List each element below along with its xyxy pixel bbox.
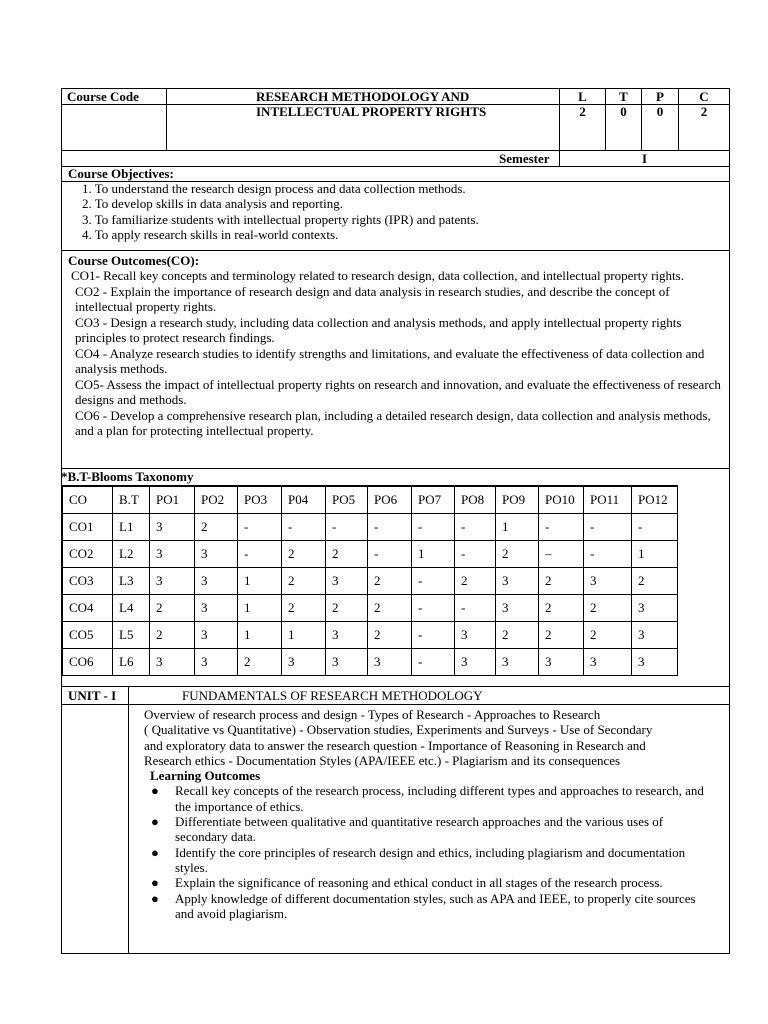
matrix-cell: 2 <box>539 594 584 621</box>
bullet-icon: ● <box>151 814 159 830</box>
matrix-cell: - <box>412 567 455 594</box>
matrix-cell: 3 <box>368 648 412 675</box>
matrix-cell: 2 <box>282 594 326 621</box>
matrix-cell: 2 <box>584 594 632 621</box>
matrix-cell: 3 <box>496 648 539 675</box>
matrix-cell: 2 <box>195 513 238 540</box>
course-title-line2: INTELLECTUAL PROPERTY RIGHTS <box>256 104 487 119</box>
objective-item: 1. To understand the research design process and data collection methods. <box>82 181 466 196</box>
co-po-matrix <box>62 485 678 676</box>
unit-overview-line: ( Qualitative vs Quantitative) - Observation studies, Experiments and Surveys - Use of Secondary <box>144 722 653 738</box>
matrix-cell: L6 <box>113 648 150 675</box>
matrix-header-cell: PO5 <box>326 486 368 513</box>
matrix-cell: - <box>368 540 412 567</box>
learning-outcome-text: Identify the core principles of research design and ethics, including plagiarism and documentation styles. <box>175 844 686 875</box>
ltpc-label-p: P <box>656 89 664 104</box>
matrix-header-cell: PO8 <box>455 486 496 513</box>
matrix-header-cell: PO2 <box>195 486 238 513</box>
matrix-header-cell: PO12 <box>632 486 678 513</box>
matrix-cell: 3 <box>195 540 238 567</box>
semester-value: I <box>641 151 648 166</box>
matrix-cell: 2 <box>326 594 368 621</box>
matrix-cell: 3 <box>195 567 238 594</box>
matrix-cell: 2 <box>368 594 412 621</box>
objectives-heading: Course Objectives: <box>68 166 174 181</box>
matrix-cell: 3 <box>584 648 632 675</box>
matrix-cell: L2 <box>113 540 150 567</box>
matrix-cell: 3 <box>584 567 632 594</box>
matrix-cell: L1 <box>113 513 150 540</box>
matrix-cell: - <box>238 540 282 567</box>
matrix-cell: 1 <box>238 621 282 648</box>
matrix-cell: 3 <box>632 621 678 648</box>
matrix-cell: L5 <box>113 621 150 648</box>
matrix-cell: 3 <box>282 648 326 675</box>
matrix-cell: CO3 <box>63 567 113 594</box>
matrix-cell: 1 <box>238 594 282 621</box>
matrix-row <box>63 594 678 621</box>
learning-outcome-item <box>144 783 714 814</box>
learning-outcome-text: Differentiate between qualitative and quantitative research approaches and the various uses of secondary data. <box>175 814 664 845</box>
matrix-cell: 2 <box>539 621 584 648</box>
matrix-cell: - <box>455 540 496 567</box>
matrix-header-cell: PO3 <box>238 486 282 513</box>
outcome-item: CO1- Recall key concepts and terminology related to research design, data collection, and intellectual property rights. <box>71 268 684 283</box>
matrix-header-cell: PO11 <box>584 486 632 513</box>
matrix-cell: 2 <box>326 540 368 567</box>
matrix-cell: 2 <box>496 621 539 648</box>
unit-header-line <box>61 704 730 705</box>
outcome-item: CO4 - Analyze research studies to identify strengths and limitations, and evaluate the effectiveness of data collection and analysis methods. <box>75 345 705 376</box>
matrix-cell: - <box>412 594 455 621</box>
matrix-cell: 2 <box>455 567 496 594</box>
matrix-cell: 3 <box>195 621 238 648</box>
matrix-header-cell: CO <box>63 486 113 513</box>
matrix-cell: - <box>282 513 326 540</box>
matrix-cell: - <box>412 648 455 675</box>
learning-outcome-text: Explain the significance of reasoning and ethical conduct in all stages of the research process. <box>175 875 663 891</box>
semester-label: Semester <box>499 151 550 166</box>
matrix-cell: – <box>539 540 584 567</box>
matrix-cell: CO5 <box>63 621 113 648</box>
matrix-header-cell: P04 <box>282 486 326 513</box>
matrix-cell: - <box>539 513 584 540</box>
matrix-cell: 3 <box>632 594 678 621</box>
matrix-cell: 3 <box>455 621 496 648</box>
matrix-cell: 2 <box>238 648 282 675</box>
matrix-cell: 2 <box>282 540 326 567</box>
matrix-cell: CO4 <box>63 594 113 621</box>
matrix-cell: 2 <box>368 567 412 594</box>
matrix-cell: 2 <box>282 567 326 594</box>
learning-outcome-item <box>144 845 714 876</box>
objective-item: 2. To develop skills in data analysis and reporting. <box>82 196 343 212</box>
learning-outcomes-list <box>144 783 714 921</box>
course-title-line1: RESEARCH METHODOLOGY AND <box>256 89 470 104</box>
matrix-cell: L3 <box>113 567 150 594</box>
unit-overview-line: Research ethics - Documentation Styles (APA/IEEE etc.) - Plagiarism and its consequences <box>144 752 621 768</box>
matrix-row <box>63 648 678 675</box>
matrix-cell: 1 <box>238 567 282 594</box>
matrix-cell: 2 <box>150 621 195 648</box>
course-code-label: Course Code <box>67 89 139 104</box>
matrix-cell: 3 <box>150 540 195 567</box>
matrix-cell: 3 <box>150 648 195 675</box>
unit-title: FUNDAMENTALS OF RESEARCH METHODOLOGY <box>182 688 483 703</box>
learning-outcomes-heading: Learning Outcomes <box>150 768 261 784</box>
outcome-item: CO2 - Explain the importance of research design and data analysis in research studies, and describe the concept of intellectual property rights. <box>75 283 670 314</box>
matrix-row <box>63 621 678 648</box>
matrix-cell: 1 <box>412 540 455 567</box>
matrix-cell: 3 <box>150 513 195 540</box>
matrix-cell: - <box>455 513 496 540</box>
matrix-header-row <box>63 486 678 513</box>
matrix-cell: 3 <box>195 594 238 621</box>
outcome-item: CO5- Assess the impact of intellectual property rights on research and innovation, and evaluate the effectiveness of research designs and methods. <box>75 376 721 407</box>
ltpc-label-c: C <box>699 89 709 104</box>
bullet-icon: ● <box>151 783 159 799</box>
ltpc-value-t: 0 <box>620 104 627 119</box>
matrix-cell: CO6 <box>63 648 113 675</box>
matrix-cell: - <box>584 513 632 540</box>
learning-outcome-text: Apply knowledge of different documentation styles, such as APA and IEEE, to properly cite sources and avoid plagiarism. <box>175 890 696 921</box>
unit-label: UNIT - I <box>68 688 117 703</box>
matrix-row <box>63 540 678 567</box>
outcomes-heading: Course Outcomes(CO): <box>68 253 200 268</box>
matrix-cell: 3 <box>326 648 368 675</box>
matrix-header-cell: PO1 <box>150 486 195 513</box>
ltpc-value-l: 2 <box>579 104 586 119</box>
matrix-cell: 2 <box>632 567 678 594</box>
matrix-cell: 1 <box>282 621 326 648</box>
unit-content <box>144 707 714 921</box>
matrix-row <box>63 567 678 594</box>
matrix-header-cell: B.T <box>113 486 150 513</box>
matrix-cell: 1 <box>632 540 678 567</box>
matrix-cell: 2 <box>150 594 195 621</box>
matrix-header-cell: PO7 <box>412 486 455 513</box>
objective-item: 4. To apply research skills in real-world contexts. <box>82 227 339 243</box>
matrix-cell: - <box>368 513 412 540</box>
matrix-header-cell: PO6 <box>368 486 412 513</box>
learning-outcome-item <box>144 875 714 890</box>
matrix-cell: - <box>326 513 368 540</box>
ltpc-value-p: 0 <box>656 104 664 119</box>
unit-overview-line: Overview of research process and design - Types of Research - Approaches to Research <box>144 707 601 722</box>
matrix-cell: 3 <box>326 621 368 648</box>
matrix-row <box>63 513 678 540</box>
bullet-icon: ● <box>151 844 159 860</box>
matrix-cell: 2 <box>539 567 584 594</box>
matrix-cell: 3 <box>455 648 496 675</box>
matrix-cell: 3 <box>195 648 238 675</box>
outcomes-list <box>68 268 726 439</box>
matrix-cell: CO1 <box>63 513 113 540</box>
matrix-cell: - <box>632 513 678 540</box>
bt-label: *B.T-Blooms Taxonomy <box>61 469 194 484</box>
matrix-cell: 3 <box>150 567 195 594</box>
matrix-cell: 3 <box>539 648 584 675</box>
matrix-cell: - <box>412 621 455 648</box>
outcome-item: CO3 - Design a research study, including data collection and analysis methods, and apply intellectual property rights principles to protect research findings. <box>75 314 682 345</box>
matrix-cell: L4 <box>113 594 150 621</box>
unit-top-line <box>61 686 730 687</box>
matrix-cell: - <box>584 540 632 567</box>
matrix-cell: CO2 <box>63 540 113 567</box>
ltpc-label-l: L <box>578 89 587 104</box>
learning-outcome-item <box>144 814 714 845</box>
matrix-header-cell: PO9 <box>496 486 539 513</box>
matrix-cell: - <box>238 513 282 540</box>
matrix-cell: 3 <box>496 567 539 594</box>
ltpc-value-c: 2 <box>700 104 708 119</box>
matrix-cell: 3 <box>632 648 678 675</box>
objective-item: 3. To familiarize students with intellectual property rights (IPR) and patents. <box>82 211 479 227</box>
matrix-cell: 3 <box>496 594 539 621</box>
unit-divider <box>128 686 129 954</box>
learning-outcome-text: Recall key concepts of the research process, including different types and approaches to research, and the importance of ethics. <box>175 783 704 814</box>
learning-outcome-item <box>144 891 714 922</box>
bullet-icon: ● <box>151 890 159 906</box>
matrix-cell: 2 <box>584 621 632 648</box>
ltpc-label-t: T <box>619 89 628 104</box>
objectives-list <box>82 181 479 243</box>
matrix-cell: 2 <box>496 540 539 567</box>
objectives-bottom-line <box>61 250 730 251</box>
header-divider <box>166 88 167 151</box>
outcome-item: CO6 - Develop a comprehensive research plan, including a detailed research design, data collection and analysis methods, and a plan for protecting intellectual property. <box>75 407 711 438</box>
matrix-cell: - <box>412 513 455 540</box>
matrix-cell: 2 <box>368 621 412 648</box>
unit-overview-line: and exploratory data to answer the research question - Importance of Reasoning in Research and <box>144 737 646 753</box>
matrix-header-cell: PO10 <box>539 486 584 513</box>
matrix-cell: 1 <box>496 513 539 540</box>
bullet-icon: ● <box>151 875 159 891</box>
matrix-cell: 3 <box>326 567 368 594</box>
matrix-cell: - <box>455 594 496 621</box>
